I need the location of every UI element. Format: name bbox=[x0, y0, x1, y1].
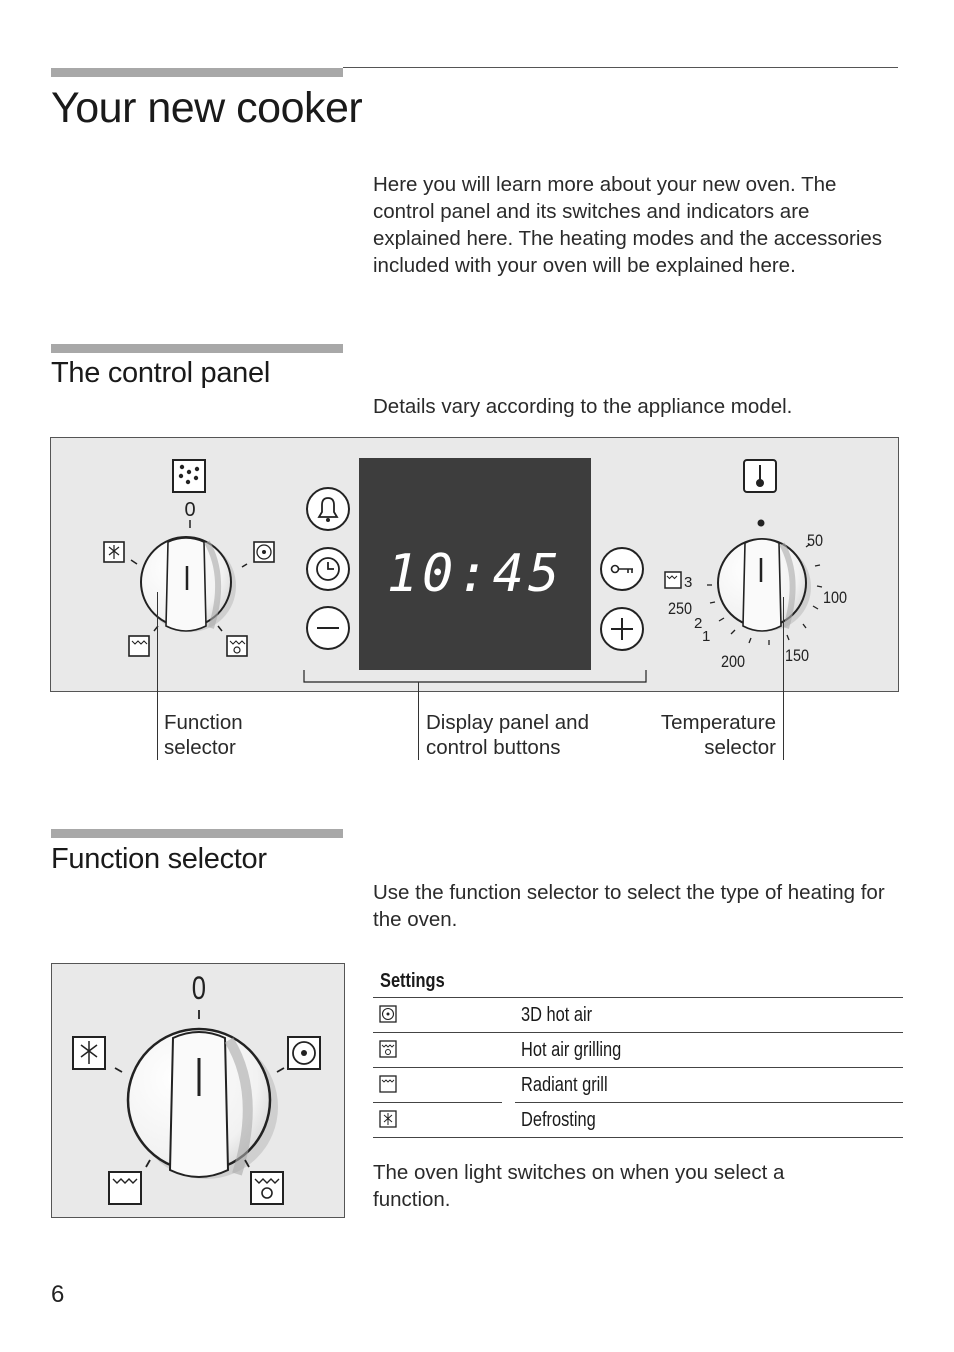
settings-row bbox=[373, 1103, 903, 1137]
hot-air-grilling-symbol-large-icon bbox=[251, 1172, 283, 1204]
minus-button[interactable] bbox=[307, 607, 349, 649]
function-dial-large[interactable] bbox=[128, 1029, 278, 1179]
temperature-icon bbox=[744, 460, 776, 492]
section-bar-function-selector bbox=[51, 829, 343, 838]
3d-hot-air-symbol-large-icon bbox=[288, 1037, 320, 1069]
function-selector-heading: Function selector bbox=[51, 843, 267, 875]
callout-temperature-line2: selector bbox=[704, 736, 776, 759]
defrost-symbol-icon bbox=[104, 542, 124, 562]
callout-line-temperature bbox=[783, 597, 784, 760]
function-dial-large-zero: 0 bbox=[191, 970, 207, 1006]
temp-label-3: 3 bbox=[684, 574, 693, 591]
settings-name-hot-air-grilling: Hot air grilling bbox=[521, 1039, 622, 1061]
3d-hot-air-icon bbox=[379, 1005, 397, 1023]
callout-function-line1: Function bbox=[164, 711, 243, 734]
temp-label-100: 100 bbox=[823, 588, 848, 608]
radiant-grill-symbol-large-icon bbox=[109, 1172, 141, 1204]
callout-display-line2: control buttons bbox=[426, 736, 561, 759]
callout-temperature-selector bbox=[600, 710, 776, 760]
settings-name-defrosting: Defrosting bbox=[521, 1109, 596, 1131]
control-panel-note: Details vary according to the appliance model. bbox=[373, 395, 793, 418]
function-selector-intro: Use the function selector to select the type of heating for the oven. bbox=[373, 881, 885, 931]
temp-label-2: 2 bbox=[694, 615, 703, 632]
settings-name-radiant-grill: Radiant grill bbox=[521, 1074, 608, 1096]
settings-row bbox=[373, 998, 903, 1032]
function-dial[interactable] bbox=[141, 537, 236, 632]
hot-air-grilling-icon bbox=[379, 1040, 397, 1058]
defrosting-icon bbox=[379, 1110, 397, 1128]
control-panel-heading: The control panel bbox=[51, 357, 270, 389]
settings-header: Settings bbox=[380, 970, 445, 992]
section-bar-control-panel bbox=[51, 344, 343, 353]
temp-label-50: 50 bbox=[807, 531, 824, 551]
display-time: 10:45 bbox=[386, 544, 564, 604]
bell-button[interactable] bbox=[307, 488, 349, 530]
defrost-symbol-large-icon bbox=[73, 1037, 105, 1069]
radiant-grill-symbol-icon bbox=[129, 636, 149, 656]
intro-text: Here you will learn more about your new oven. The control panel and its switches and indicators are explained here. The heating modes and the accessories included with your oven will be explained here. bbox=[373, 173, 883, 277]
temp-label-1: 1 bbox=[702, 628, 711, 645]
temp-label-200: 200 bbox=[721, 652, 746, 672]
function-dial-light-icon bbox=[173, 460, 205, 492]
title-accent-bar bbox=[51, 68, 343, 77]
temperature-dial[interactable] bbox=[718, 539, 811, 631]
title-rule bbox=[343, 67, 898, 68]
hot-air-grilling-symbol-icon bbox=[227, 636, 247, 656]
radiant-grill-icon bbox=[379, 1075, 397, 1093]
control-panel-figure bbox=[50, 437, 899, 692]
function-selector-figure bbox=[51, 963, 345, 1218]
page-number: 6 bbox=[51, 1281, 65, 1308]
settings-row bbox=[373, 1068, 903, 1102]
temp-label-150: 150 bbox=[785, 646, 810, 666]
callout-temperature-line1: Temperature bbox=[660, 711, 776, 734]
callout-display-panel bbox=[426, 710, 589, 760]
settings-table bbox=[373, 965, 903, 1138]
settings-name-3d-hot-air: 3D hot air bbox=[521, 1004, 593, 1026]
plus-button[interactable] bbox=[601, 608, 643, 650]
callout-line-display bbox=[418, 682, 419, 760]
function-dial-zero: 0 bbox=[184, 499, 196, 521]
temp-label-250: 250 bbox=[668, 599, 693, 619]
callout-function-selector bbox=[164, 710, 243, 760]
key-button[interactable] bbox=[601, 548, 643, 590]
clock-button[interactable] bbox=[307, 548, 349, 590]
callout-line-function bbox=[157, 592, 158, 760]
function-selector-note: The oven light switches on when you select a function. bbox=[373, 1161, 785, 1211]
callout-function-line2: selector bbox=[164, 736, 236, 759]
callout-display-line1: Display panel and bbox=[426, 711, 589, 734]
grill-level-icon bbox=[665, 572, 681, 588]
3d-hot-air-symbol-icon bbox=[254, 542, 274, 562]
settings-row bbox=[373, 1033, 903, 1067]
page-title: Your new cooker bbox=[51, 84, 363, 132]
